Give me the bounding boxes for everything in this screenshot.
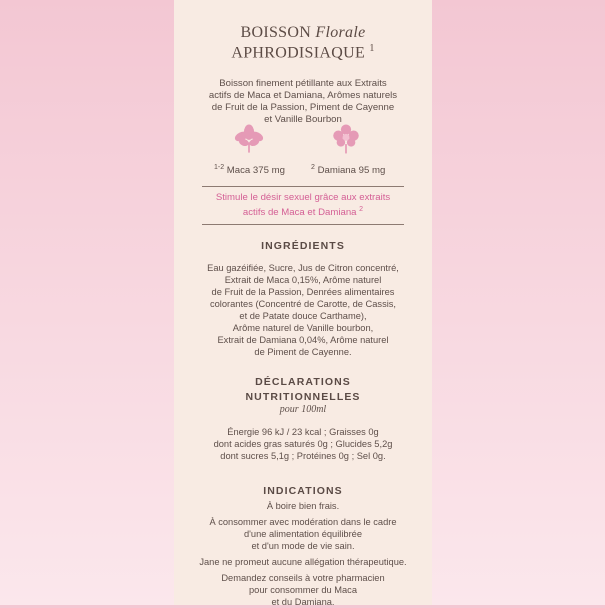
maca-dose-footnote: 1-2 (214, 164, 225, 171)
damiana-dose (311, 164, 385, 176)
title-footnote-ref: 1 (369, 43, 375, 54)
damiana-flower-icon (329, 122, 363, 156)
description-line: et Vanille Bourbon (264, 114, 342, 125)
maca-dose-value: Maca 375 mg (226, 165, 285, 177)
claim-line1: Stimule le désir sexuel grâce aux extraits (215, 192, 391, 203)
ingredients-line: de Piment de Cayenne. (254, 347, 352, 357)
claim-line2: actifs de Maca et Damiana (242, 207, 357, 219)
indications-line: À consommer avec modération dans le cadre (209, 517, 397, 527)
description-line: Boisson finement pétillante aux Extraits (219, 78, 387, 89)
indications-line: Jane ne promeut aucune allégation thérapeutique. (199, 557, 407, 567)
ingredients-line: Eau gazéifiée, Sucre, Jus de Citron concentré, (207, 263, 399, 273)
indications-line: et du Damiana. (271, 597, 335, 607)
maca-flower-icon (232, 122, 266, 156)
title-florale: Florale (315, 24, 366, 41)
product-title-line2 (174, 43, 432, 62)
divider-top (202, 186, 404, 187)
indications-line: et d'un mode de vie sain. (251, 541, 355, 551)
product-description (188, 78, 418, 126)
ingredients-line: colorantes (Concentré de Carotte, de Cassis, (209, 299, 397, 309)
indications-list (182, 500, 424, 608)
product-label-panel (174, 0, 432, 605)
ingredients-line: Extrait de Maca 0,15%, Arôme naturel (224, 275, 382, 285)
claim-footnote-ref: 2 (359, 206, 364, 213)
indications-line: Demandez conseils à votre pharmacien (221, 573, 385, 583)
nutrition-values (184, 426, 422, 462)
title-boisson: BOISSON (240, 24, 312, 41)
indications-line: À boire bien frais. (266, 501, 340, 511)
divider-bottom (202, 224, 404, 225)
description-line: de Fruit de la Passion, Piment de Cayenne (211, 102, 395, 113)
ingredients-line: Arôme naturel de Vanille bourbon, (232, 323, 374, 333)
nutrition-heading-line1: DÉCLARATIONS (255, 376, 351, 388)
description-line: actifs de Maca et Damiana, Arômes naturels (208, 90, 398, 101)
damiana-dose-footnote: 2 (311, 164, 315, 171)
ingredients-line: de Fruit de la Passion, Denrées alimentaires (211, 287, 395, 297)
indications-line: d'une alimentation équilibrée (243, 529, 363, 539)
health-claim (186, 192, 420, 219)
ingredients-heading: INGRÉDIENTS (261, 240, 345, 252)
product-title-line1 (174, 24, 432, 42)
damiana-dose-value: Damiana 95 mg (317, 165, 386, 177)
title-aphrodisiaque: APHRODISIAQUE (231, 44, 366, 62)
nutrition-line: Énergie 96 kJ / 23 kcal ; Graisses 0g (227, 427, 379, 437)
ingredients-list (184, 262, 422, 358)
indications-line: pour consommer du Maca (249, 585, 357, 595)
nutrition-line: dont acides gras saturés 0g ; Glucides 5,2g (213, 439, 393, 449)
maca-dose (214, 164, 285, 176)
nutrition-line: dont sucres 5,1g ; Protéines 0g ; Sel 0g. (220, 451, 386, 461)
ingredients-line: et de Patate douce Carthame), (239, 311, 367, 321)
indications-heading: INDICATIONS (263, 485, 343, 497)
ingredients-line: Extrait de Damiana 0,04%, Arôme naturel (217, 335, 389, 345)
nutrition-heading-line2: NUTRITIONNELLES (245, 391, 361, 403)
nutrition-per-100ml: pour 100ml (279, 404, 327, 415)
